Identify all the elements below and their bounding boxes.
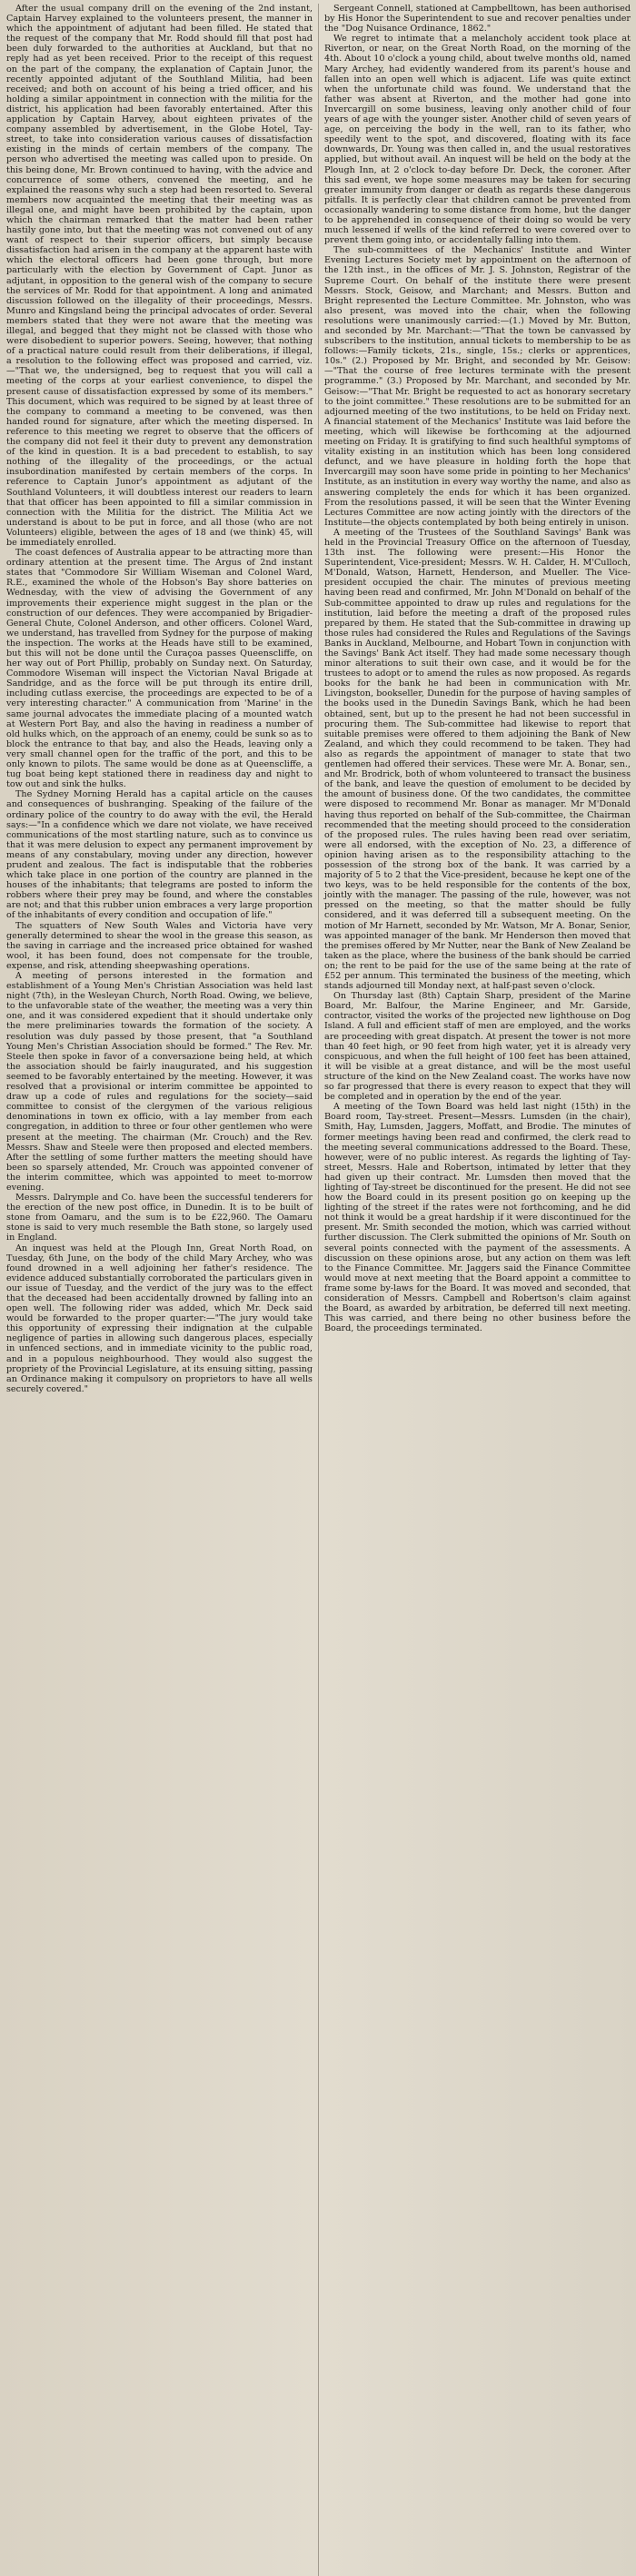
article-bushranging: The Sydney Morning Herald has a capital article on the causes and consequences of bushranging. Speaking of the failure of the ordinary police of the country to do away with the evil, the Herald says:—"In a confidence which we dare not violate, we have received communications of the most startling nature, such as to convince us that it was mere delusion to expect any permanent improvement by means of any constabulary, moving under any direction, however prudent and zealous. The fact is indisputable that the robberies which take place in one portion of the country are planned in the houses of the inhabitants; that telegrams are posted to inform the robbers where their prey may be found, and where the constables are not; and that this rubber union embraces a very large proportion of the inhabitants of every condition and occupation of life.": [6, 789, 313, 921]
article-drowning-accident: We regret to intimate that a melancholy accident took place at Riverton, or near, on the Great North Road, on the morning of the 4th. About 10 o'clock a young child, about twelve months old, named Mary Archey, had evidently wandered from its parent's house and fallen into an open well which is adjacent. Life was quite extinct when the unfortunate child was found. We understand that the father was absent at Riverton, and the mother had gone into Invercargill on some business, leaving only another child of four years of age with the younger sister. Another child of seven years of age, on perceiving the body in the well, ran to its father, who speedily went to the spot, and discovered, floating with its face downwards, Dr. Young was then called in, and the usual restoratives applied, but without avail. An inquest will be held on the body at the Plough Inn, at 2 o'clock to-day before Dr. Deck, the coroner. After this sad event, we hope some measures may be taken for securing greater immunity from danger or death as regards these dangerous pitfalls. It is perfectly clear that children cannot be prevented from occasionally wandering to some distance from home, but the danger to be apprehended in consequence of their doing so would be very much lessened if wells of the kind referred to were covered over to prevent them going into, or accidentally falling into them.: [324, 34, 631, 246]
article-ymca-meeting: A meeting of persons interested in the formation and establishment of a Young Men's Christian Association was held last night (7th), in the Wesleyan Church, North Road. Owing, we believe, to the unfavorable state of the weather, the meeting was a very thin one, and it was considered expedient that it should undertake only the mere preliminaries towards the formation of the society. A resolution was duly passed by those present, that "a Southland Young Men's Christian Association should be formed." The Rev. Mr. Steele then spoke in favor of a conversazione being held, at which the association should be fairly inaugurated, and his suggestion seemed to be favorably entertained by the meeting. However, it was resolved that a provisional or interim committee be appointed to draw up a code of rules and regulations for the society—said committee to consist of the clergymen of the various religious denominations in town ex officio, with a lay member from each congregation, in addition to three or four other gentlemen who were present at the meeting. The chairman (Mr. Crouch) and the Rev. Messrs. Shaw and Steele were then proposed and elected members. After the settling of some further matters the meeting should have been so sparsely attended, Mr. Crouch was appointed convener of the interim committee, which was appointed to meet to-morrow evening.: [6, 971, 313, 1193]
article-dunedin-post-office: Messrs. Dalrymple and Co. have been the successful tenderers for the erection of the new post office, in Dunedin. It is to be built of stone from Oamaru, and the sum is to be £22,960. The Oamaru stone is said to very much resemble the Bath stone, so largely used in England.: [6, 1193, 313, 1243]
article-wool-shearing: The squatters of New South Wales and Victoria have very generally determined to shear the wool in the grease this season, as the saving in carriage and the increased price obtained for washed wool, it has been found, does not compensate for the trouble, expense, and risk, attending sheepwashing operations.: [6, 920, 313, 971]
article-dog-nuisance: Sergeant Connell, stationed at Campbelltown, has been authorised by His Honor the Superintendent to sue and recover penalties under the "Dog Nuisance Ordinance, 1862.": [324, 4, 631, 35]
right-column: [319, 4, 633, 2576]
article-lighthouse: On Thursday last (8th) Captain Sharp, president of the Marine Board, Mr. Balfour, the Marine Engineer, and Mr. Garside, contractor, visited the works of the projected new lighthouse on Dog Island. A full and efficient staff of men are employed, and the works are proceeding with great dispatch. At present the tower is not more than 40 feet high, or 90 feet from high water, yet it is already very conspicuous, and when the full height of 100 feet has been attained, it will be visible at a great distance, and will be the most useful structure of the kind on the New Zealand coast. The works have now so far progressed that there is every reason to expect that they will be completed and in operation by the end of the year.: [324, 991, 631, 1103]
left-column: [4, 4, 318, 2576]
article-mechanics-institute: The sub-committees of the Mechanics' Institute and Winter Evening Lectures Society met by appointment on the afternoon of the 12th inst., in the offices of Mr. J. S. Johnston, Registrar of the Supreme Court. On behalf of the institute there were present Messrs. Stock, Geisow, and Marchant; and Messrs. Button and Bright represented the Lecture Committee. Mr. Johnston, who was also present, was moved into the chair, when the following resolutions were unanimously carried:—(1.) Moved by Mr. Button, and seconded by Mr. Marchant:—"That the town be canvassed by subscribers to the institution, annual tickets to membership to be as follows:—Family tickets, 21s., single, 15s.; clerks or apprentices, 10s." (2.) Proposed by Mr. Bright, and seconded by Mr. Geisow:—"That the course of free lectures terminate with the present programme." (3.) Proposed by Mr. Marchant, and seconded by Mr. Geisow:—"That Mr. Bright be requested to act as honorary secretary to the joint committee." These resolutions are to be submitted for an adjourned meeting of the two institutions, to be held on Friday next. A financial statement of the Mechanics' Institute was laid before the meeting, which will likewise be forthcoming at the adjourned meeting on Friday. It is gratifying to find such healthful symptoms of vitality existing in an institution which has been long considered defunct, and we have pleasure in holding forth the hope that Invercargill may soon have some pride in pointing to her Mechanics' Institute, as an institution in every way worthy the name, and also as answering completely the ends for which it has been organized. From the resolutions passed, it will be seen that the Winter Evening Lectures Committee are now acting jointly with the directors of the Institute—the objects contemplated by both being entirely in unison.: [324, 245, 631, 528]
article-town-board: A meeting of the Town Board was held last night (15th) in the Board room, Tay-street. Present—Messrs. Lumsden (in the chair), Smith, Hay, Lumsden, Jaggers, Moffatt, and Brodie. The minutes of former meetings having been read and confirmed, the clerk read to the meeting several communications addressed to the Board. These, however, were of no public interest. As regards the lighting of Tay-street, Messrs. Hale and Robertson, intimated by letter that they had given up their contract. Mr. Lumsden then moved that the lighting of Tay-street be discontinued for the present. He did not see how the Board could in its present position go on keeping up the lighting of the street if the rates were not forthcoming, and he did not think it would be a great hardship if it were discontinued for the present. Mr. Smith seconded the motion, which was carried without further discussion. The Clerk submitted the opinions of Mr. South on several points connected with the payment of the assessments. A discussion on these opinions arose, but any action on them was left to the Finance Committee. Mr. Jaggers said the Finance Committee would move at next meeting that the Board appoint a committee to frame some by-laws for the Board. It was moved and seconded, that consideration of Messrs. Campbell and Robertson's claim against the Board, as awarded by arbitration, be deferred till next meeting. This was carried, and there being no other business before the Board, the proceedings terminated.: [324, 1102, 631, 1334]
article-savings-bank: A meeting of the Trustees of the Southland Savings' Bank was held in the Provincial Treasury Office on the afternoon of Tuesday, 13th inst. The following were present:—His Honor the Superintendent, Vice-president; Messrs. W. H. Calder, H. M'Culloch, M'Donald, Watson, Harnett, Henderson, and Mueller. The Vice-president occupied the chair. The minutes of previous meeting having been read and confirmed, Mr. John M'Donald on behalf of the Sub-committee appointed to draw up rules and regulations for the institution, laid before the meeting a draft of the proposed rules prepared by them. He stated that the Sub-committee in drawing up those rules had considered the Rules and Regulations of the Savings Banks in Auckland, Melbourne, and Hobart Town in conjunction with the Savings' Bank Act itself. They had made some necessary though minor alterations to suit their own case, and it would be for the trustees to adopt or to amend the rules as now proposed. As regards books for the bank he had been in communication with Mr. Livingston, bookseller, Dunedin for the purpose of having samples of the books used in the Dunedin Savings Bank, which he had been obtained, sent, but up to the present he had not been successful in procuring them. The Sub-committee had likewise to report that suitable premises were offered to them adjoining the Bank of New Zealand, and which they could recommend to be taken. They had also as regards the appointment of manager to state that two gentlemen had offered their services. These were Mr. A. Bonar, sen., and Mr. Brodrick, both of whom volunteered to transact the business of the bank, and leave the question of emolument to be decided by the amount of business done. Of the two candidates, the committee were disposed to recommend Mr. Bonar as manager. Mr M'Donald having thus reported on behalf of the Sub-committee, the Chairman recommended that the meeting should proceed to the consideration of the proposed rules. The rules having been read over seriatim, were all endorsed, with the exception of No. 23, a difference of opinion having arisen as to the responsibility attaching to the possession of the strong box of the bank. It was carried by a majority of 5 to 2 that the Vice-president, because he kept one of the two keys, was to be held responsible for the contents of the box, jointly with the manager. The passing of the rule, however, was not pressed on the meeting, so that the matter should be fully considered, and it was deferred till a subsequent meeting. On the motion of Mr Harnett, seconded by Mr. Watson, Mr A. Bonar, Senior, was appointed manager of the bank. Mr Henderson then moved that the premises offered by Mr Nutter, near the Bank of New Zealand be taken as the place, where the business of the bank should be carried on; the rent to be paid for the use of the same being at the rate of £52 per annum. This terminated the business of the meeting, which stands adjourned till Monday next, at half-past seven o'clock.: [324, 527, 631, 992]
article-coast-defences: The coast defences of Australia appear to be attracting more than ordinary attention at the present time. The Argus of 2nd instant states that "Commodore Sir William Wiseman and Colonel Ward, R.E., examined the whole of the Hobson's Bay shore batteries on Wednesday, with the view of advising the Government of any improvements their experience might suggest in the plan or the construction of our defences. They were accompanied by Brigadier-General Chute, Colonel Anderson, and other officers. Colonel Ward, we understand, has travelled from Sydney for the purpose of making the inspection. The works at the Heads have still to be examined, but this will not be done until the Curaçoa passes Queenscliffe, on her way out of Port Phillip, probably on Sunday next. On Saturday, Commodore Wiseman will inspect the Victorian Naval Brigade at Sandridge, and as the force will be put through its entire drill, including cutlass exercise, the proceedings are expected to be of a very interesting character." A communication from 'Marine' in the same journal advocates the immediate placing of a mounted watch at Western Port Bay, and also the having in readiness a number of old hulks which, on the approach of an enemy, could be sunk so as to block the entrance to that bay, and also the Heads, leaving only a very small channel open for the traffic of the port, and this to be only known to pilots. The same would be done as at Queenscliffe, a tug boat being kept stationed there in readiness day and night to tow out and sink the hulks.: [6, 548, 313, 790]
article-volunteer-meeting: After the usual company drill on the evening of the 2nd instant, Captain Harvey explained to the volunteers present, the manner in which the appointment of adjutant had been filled. He stated that the request of the company that Mr. Rodd should fill that post had been duly forwarded to the authorities at Auckland, but that no reply had as yet been received. Prior to the receipt of this request on the part of the company, the explanation of Captain Junor, the recently appointed adjutant of the Southland Militia, had been received; and both on account of his being a tried officer, and his holding a similar appointment in connection with the militia for the district, his application had been favorably entertained. After this application by Captain Harvey, about eighteen privates of the company assembled by advertisement, in the Globe Hotel, Tay-street, to take into consideration various causes of dissatisfaction existing in the minds of certain members of the company. The person who advertised the meeting was called upon to preside. On this being done, Mr. Brown continued to having, with the advice and concurrence of some others, convened the meeting, and he explained the reasons why such a step had been resorted to. Several members now acquainted the meeting that their meeting was as illegal one, and might have been prohibited by the captain, upon which the chairman remarked that the matter had been rather hastily gone into, but that the meeting was not convened out of any want of respect to their superior officers, but simply because dissatisfaction had arisen in the company at the apparent haste with which the electoral officers had been gone through, but more particularly with the election by Government of Capt. Junor as adjutant, in opposition to the general wish of the company to secure the services of Mr. Rodd for that appointment. A long and animated discussion followed on the illegality of their proceedings, Messrs. Munro and Kingsland being the principal advocates of order. Several members stated that they were not aware that the meeting was illegal, and begged that they might not be classed with those who were disobedient to superior powers. Seeing, however, that nothing of a practical nature could result from their deliberations, if illegal, a resolution to the following effect was proposed and carried, viz.—"That we, the undersigned, beg to request that you will call a meeting of the corps at your earliest convenience, to dispel the present cause of dissatisfaction expressed by some of its members." This document, which was required to be signed by at least three of the company to command a meeting to be convened, was then handed round for signature, after which the meeting dispersed. In reference to this meeting we regret to observe that the officers of the company did not feel it their duty to prevent any demonstration of the kind in question. It is a bad precedent to establish, to say nothing of the illegality of the proceedings, or the actual insubordination manifested by certain members of the corps. In reference to Captain Junor's appointment as adjutant of the Southland Volunteers, it will doubtless interest our readers to learn that that officer has been appointed to fill a similar commission in connection with the Militia for the district. The Militia Act we understand is about to be put in force, and all those (who are not Volunteers) eligible, between the ages of 18 and (we think) 45, will be immediately enrolled.: [6, 4, 313, 548]
column-rule: [318, 4, 319, 2576]
article-inquest: An inquest was held at the Plough Inn, Great North Road, on Tuesday, 6th June, on the body of the child Mary Archey, who was found drowned in a well adjoining her father's residence. The evidence adduced substantially corroborated the particulars given in our issue of Tuesday, and the verdict of the jury was to the effect that the deceased had been accidentally drowned by falling into an open well. The following rider was added, which Mr. Deck said would be forwarded to the proper quarter:—"The jury would take this opportunity of expressing their indignation at the culpable negligence of parties in allowing such dangerous places, especially in unfenced sections, and in immediate vicinity to the public road, and in a populous neighbourhood. They would also suggest the propriety of the Provincial Legislature, at its ensuing sitting, passing an Ordinance making it compulsory on proprietors to have all wells securely covered.": [6, 1243, 313, 1394]
